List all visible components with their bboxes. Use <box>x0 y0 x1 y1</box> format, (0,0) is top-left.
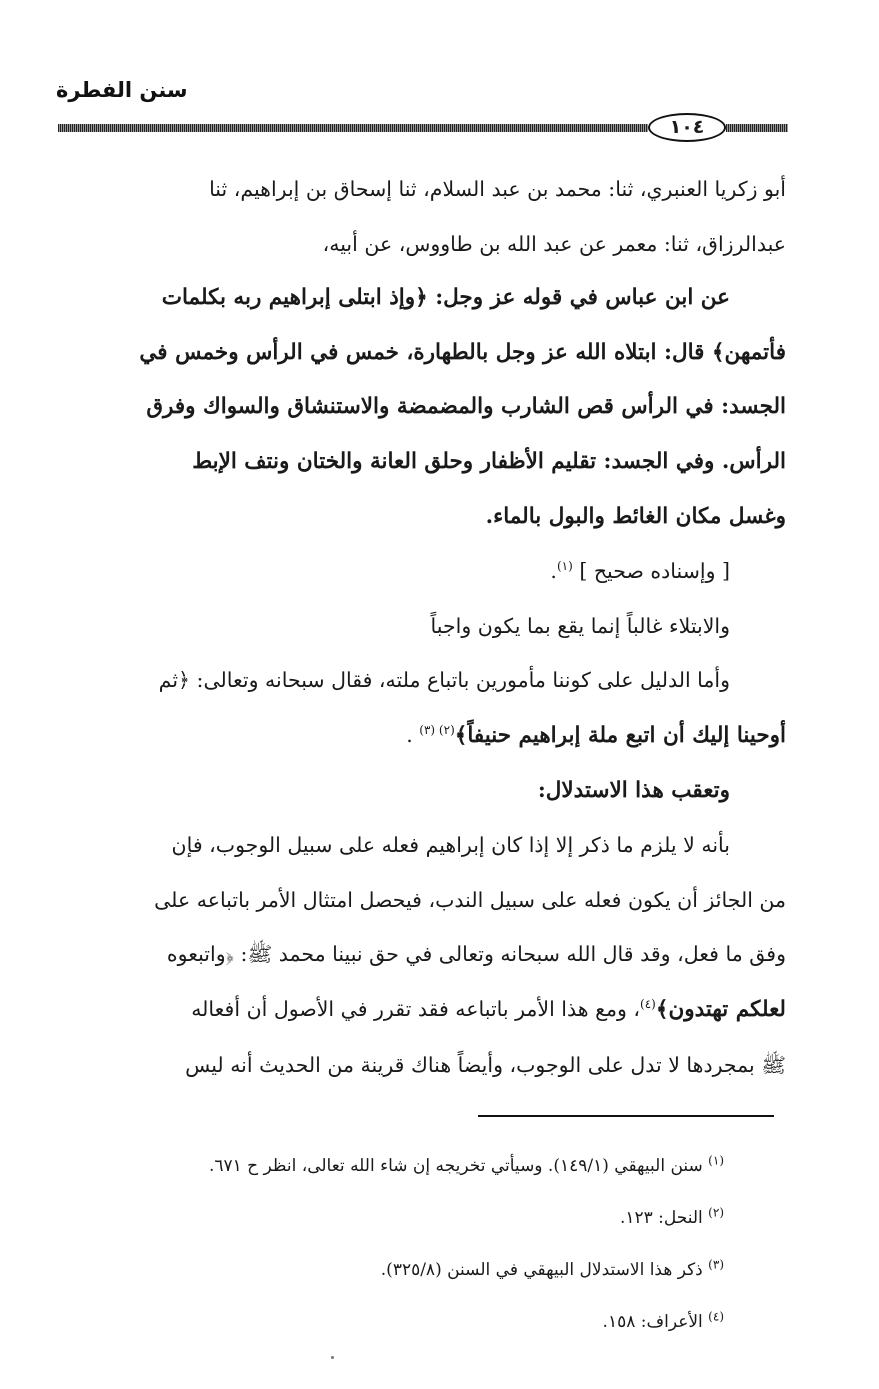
header-rule-right <box>726 124 788 132</box>
text-line <box>58 982 786 1038</box>
footnote-text: الأعراف: ١٥٨. <box>602 1312 703 1332</box>
line-rest: ، ومع هذا الأمر باتباعه فقد تقرر في الأصول أن أفعاله <box>191 996 641 1021</box>
footnote-ref-1: (١) <box>556 559 573 574</box>
footnote-number: (١) <box>708 1153 724 1168</box>
text-line <box>58 708 786 764</box>
page-number-badge: ١٠٤ <box>648 113 726 142</box>
footnote <box>58 1244 724 1296</box>
header-rule-left <box>58 124 648 132</box>
text-line: ﷺ بمجردها لا تدل على الوجوب، وأيضاً هناك قرينة من الحديث أنه ليس <box>185 1052 786 1077</box>
text-line: وفق ما فعل، وقد قال الله سبحانه وتعالى في حق نبينا محمد ﷺ: ﴿واتبعوه <box>166 942 786 967</box>
text-line: والابتلاء غالباً إنما يقع بما يكون واجباً <box>430 613 730 638</box>
footnote-ref-2-3: (٢) (٣) <box>419 723 455 738</box>
scan-speck <box>331 1356 334 1359</box>
text-line: الرأس. وفي الجسد: تقليم الأظفار وحلق العانة والختان ونتف الإبط <box>192 448 786 474</box>
footnote-number: (٢) <box>708 1205 724 1220</box>
footnote-number: (٤) <box>708 1309 724 1324</box>
running-header-title: سنن الفطرة <box>56 78 188 102</box>
footnote <box>58 1192 724 1244</box>
text-line <box>58 544 786 599</box>
text-line: أبو زكريا العنبري، ثنا: محمد بن عبد السلام، ثنا إسحاق بن إبراهيم، ثنا <box>209 177 786 201</box>
text-line: عبدالرزاق، ثنا: معمر عن عبد الله بن طاووس، عن أبيه، <box>322 231 786 256</box>
footnote-text: سنن البيهقي (١٤٩/١). وسيأتي تخريجه إن شاء الله تعالى، انظر ح ٦٧١. <box>208 1156 703 1176</box>
footnote-text: النحل: ١٢٣. <box>619 1208 703 1228</box>
isnad-note: [ وإسناده صحيح ] <box>579 559 730 584</box>
line-end: . <box>550 559 557 584</box>
footnote-ref-4: (٤) <box>640 997 656 1012</box>
verse-text: أوحينا إليك أن اتبع ملة إبراهيم حنيفاً﴾ <box>454 722 786 748</box>
text-line: الجسد: في الرأس قص الشارب والمضمضة والاستنشاق والسواك وفرق <box>146 394 786 420</box>
footnote-number: (٣) <box>708 1257 724 1272</box>
text-line: فأتمهن﴾ قال: ابتلاه الله عز وجل بالطهارة، خمس في الرأس وخمس في <box>139 339 786 365</box>
text-line: بأنه لا يلزم ما ذكر إلا إذا كان إبراهيم فعله على سبيل الوجوب، فإن <box>171 833 730 858</box>
line-end: . <box>406 722 413 747</box>
section-heading: وتعقب هذا الاستدلال: <box>537 777 730 803</box>
footnote-text: ذكر هذا الاستدلال البيهقي في السنن (٣٢٥/٨). <box>380 1260 703 1280</box>
footnote <box>58 1296 724 1348</box>
footnotes <box>58 1140 724 1348</box>
verse-text: لعلكم تهتدون﴾ <box>655 996 786 1022</box>
text-line: عن ابن عباس في قوله عز وجل: ﴿وإذ ابتلى إبراهيم ربه بكلمات <box>161 285 730 311</box>
footnote-separator <box>478 1115 774 1117</box>
footnote <box>58 1140 724 1192</box>
text-line: وأما الدليل على كوننا مأمورين باتباع ملته، فقال سبحانه وتعالى: ﴿ثم <box>158 668 730 693</box>
text-line: وغسل مكان الغائط والبول بالماء. <box>485 503 786 529</box>
main-text <box>58 162 786 1092</box>
text-line: من الجائز أن يكون فعله على سبيل الندب، فيحصل امتثال الأمر باتباعه على <box>154 887 786 912</box>
